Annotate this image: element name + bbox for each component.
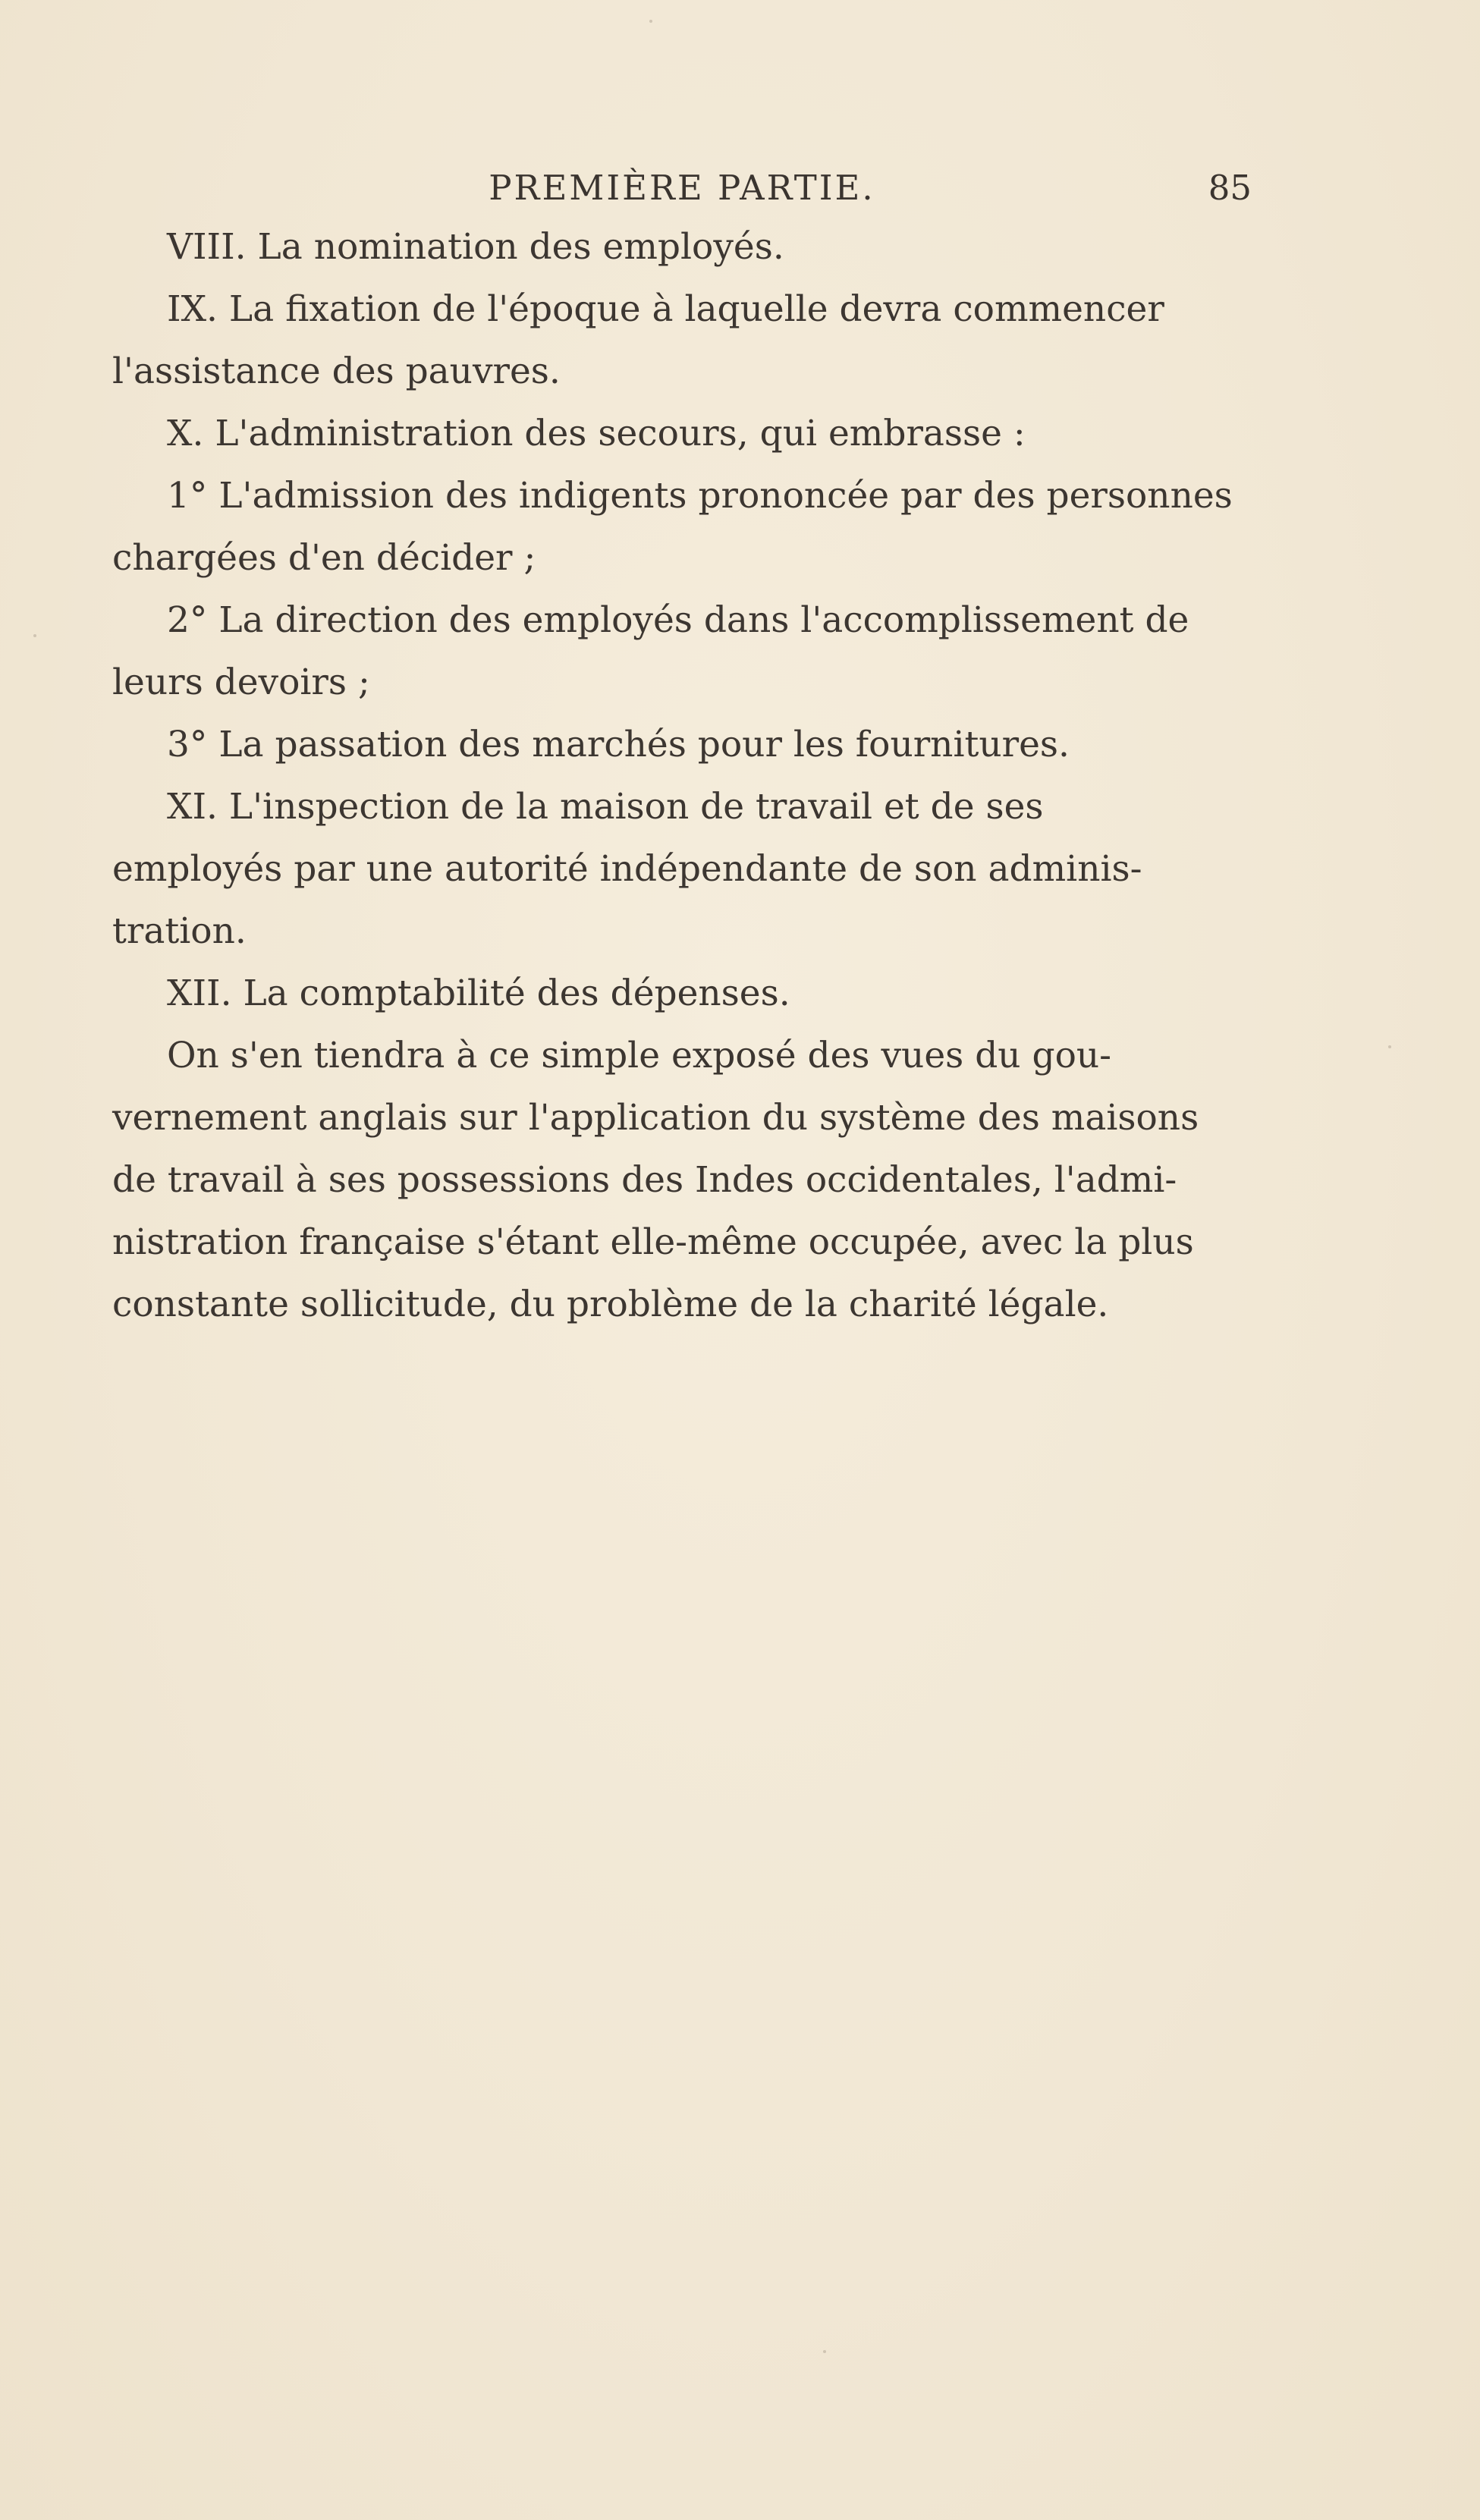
text-line: constante sollicitude, du problème de la charité légale. bbox=[112, 1284, 1109, 1325]
text-line: nistration française s'étant elle-même occupée, avec la plus bbox=[112, 1221, 1194, 1263]
text-line: chargées d'en décider ; bbox=[112, 537, 536, 579]
paper-speck bbox=[823, 2350, 826, 2353]
page-number: 85 bbox=[1208, 168, 1252, 208]
text-line: vernement anglais sur l'application du système des maisons bbox=[112, 1097, 1199, 1139]
text-line: X. L'administration des secours, qui embrasse : bbox=[167, 413, 1026, 454]
paper-speck bbox=[649, 20, 652, 23]
page bbox=[112, 163, 1252, 1336]
text-line: VIII. La nomination des employés. bbox=[167, 226, 784, 268]
text-line: 1° L'admission des indigents prononcée par des personnes bbox=[167, 475, 1233, 517]
text-line: XII. La comptabilité des dépenses. bbox=[167, 972, 790, 1014]
text-line: XI. L'inspection de la maison de travail et de ses bbox=[167, 786, 1044, 828]
text-line: leurs devoirs ; bbox=[112, 661, 370, 703]
text-line: On s'en tiendra à ce simple exposé des vues du gou- bbox=[167, 1035, 1112, 1076]
text-line: employés par une autorité indépendante de son adminis- bbox=[112, 848, 1142, 890]
body-text bbox=[112, 216, 1252, 1336]
paper-speck bbox=[1388, 1045, 1391, 1048]
running-title: PREMIÈRE PARTIE. bbox=[489, 168, 875, 208]
text-line: l'assistance des pauvres. bbox=[112, 350, 561, 392]
running-header bbox=[112, 163, 1252, 216]
text-line: 3° La passation des marchés pour les fournitures. bbox=[167, 724, 1070, 765]
paper-speck bbox=[33, 634, 36, 637]
text-line: tration. bbox=[112, 910, 247, 952]
text-line: 2° La direction des employés dans l'accomplissement de bbox=[167, 599, 1189, 641]
text-line: IX. La fixation de l'époque à laquelle devra commencer bbox=[167, 288, 1164, 330]
text-line: de travail à ses possessions des Indes occidentales, l'admi- bbox=[112, 1159, 1177, 1201]
